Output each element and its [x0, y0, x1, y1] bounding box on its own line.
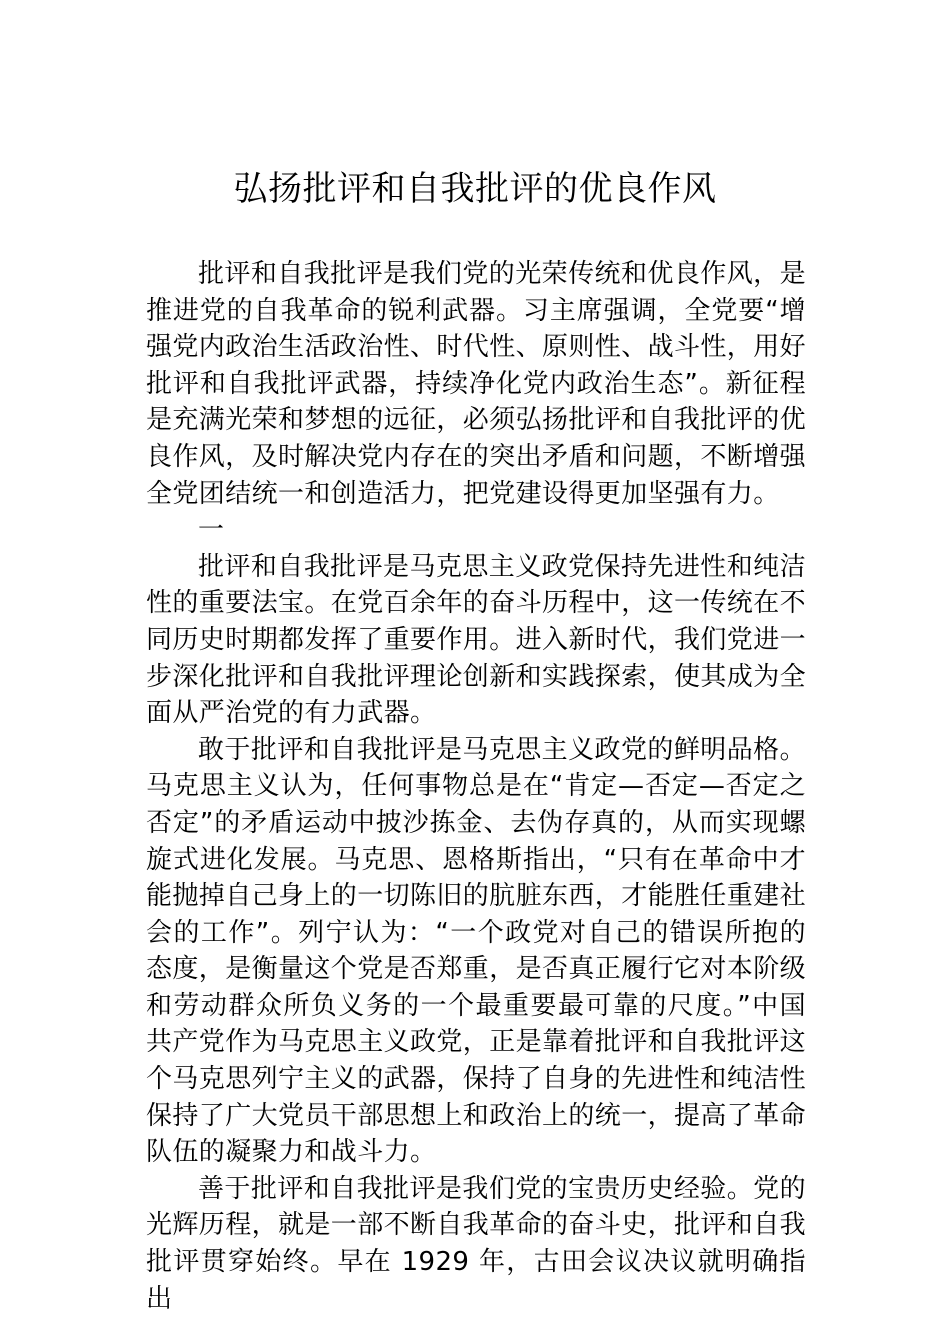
document-title: 弘扬批评和自我批评的优良作风	[233, 169, 717, 209]
document-body	[146, 256, 806, 1317]
paragraph-historical-experience: 善于批评和自我批评是我们党的宝贵历史经验。党的光辉历程，就是一部不断自我革命的奋斗史，批评和自我批评贯穿始终。早在 1929 年，古田会议决议就明确指出	[146, 1173, 807, 1314]
section-number: 一	[198, 515, 225, 546]
paragraph-intro: 批评和自我批评是我们党的光荣传统和优良作风，是推进党的自我革命的锐利武器。习主席强调，全党要“增强党内政治生活政治性、时代性、原则性、战斗性，用好批评和自我批评武器，持续净化党内政治生态”。新征程是充满光荣和梦想的远征，必须弘扬批评和自我批评的优良作风，及时解决党内存在的突出矛盾和问题，不断增强全党团结统一和创造活力，把党建设得更加坚强有力。	[146, 259, 807, 509]
paragraph-section-1: 批评和自我批评是马克思主义政党保持先进性和纯洁性的重要法宝。在党百余年的奋斗历程中，这一传统在不同历史时期都发挥了重要作用。进入新时代，我们党进一步深化批评和自我批评理论创新和实践探索，使其成为全面从严治党的有力武器。	[146, 551, 807, 729]
paragraph-marxist-character: 敢于批评和自我批评是马克思主义政党的鲜明品格。马克思主义认为，任何事物总是在“肯定—否定—否定之否定”的矛盾运动中披沙拣金、去伪存真的，从而实现螺旋式进化发展。马克思、恩格斯指出，“只有在革命中才能抛掉自己身上的一切陈旧的肮脏东西，才能胜任重建社会的工作”。列宁认为：“一个政党对自己的错误所抱的态度，是衡量这个党是否郑重，是否真正履行它对本阶级和劳动群众所负义务的一个最重要最可靠的尺度。”中国共产党作为马克思主义政党，正是靠着批评和自我批评这个马克思列宁主义的武器，保持了自身的先进性和纯洁性保持了广大党员干部思想上和政治上的统一，提高了革命队伍的凝聚力和战斗力。	[146, 734, 807, 1168]
